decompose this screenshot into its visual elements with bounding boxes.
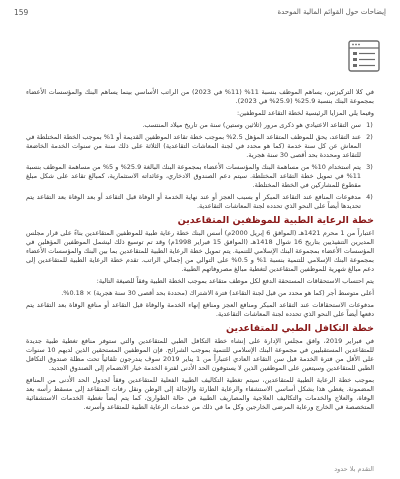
document-title: إيضاحات حول القوائم المالية الموحدة <box>277 8 386 16</box>
section-paragraph: يتم احتساب الاستحقاقات المستحقة الدفع لكل موظف متقاعد بموجب الخطة الطبية وفقاً للصيغة التالية: <box>96 277 374 285</box>
benefit-item <box>26 163 374 190</box>
benefit-number: 2) <box>366 133 373 141</box>
document-list-icon <box>348 40 380 72</box>
page-number: 159 <box>14 8 29 17</box>
page-header <box>14 8 386 20</box>
benefit-text: يتم استخدام 10% من مساهمة البنك والمؤسسات الأعضاء بمجموعة البنك البالغة 25.9% و 5% من مساهمة الموظف بنسبة 11% في تمويل خطة التقاعد المختلطة. سيتم دعم الصندوق الادخاري، وعائداته الاستثمارية، كمبالغ تقاعد على شكل مبلغ مقطوع للمشاركين في الخطة المختلطة. <box>26 163 361 189</box>
benefit-item <box>26 121 374 130</box>
benefit-text: سن التقاعد الاعتيادي هو ذكرى مرور (ثلاثين وستين) سنة من تاريخ ميلاد المنتسب. <box>142 121 361 129</box>
intro-paragraph: في كلا التركيزتين، يساهم الموظف بنسبة 11% (11% في 2023) من الراتب الأساسي بينما يساهم البنك والمؤسسات الأعضاء بمجموعة البنك بنسبة 25.9% (25.9% في 2023). <box>26 88 374 105</box>
benefit-formula: أعلى متوسط أجر (كما هو محدد من قبل لجنة التقاعد) فترة الاشتراك (محددة بحد أقصى 30 سنة هجرية) × 0.18%. <box>61 289 374 297</box>
benefit-text: عند التقاعد، يحق للموظف المتقاعد المؤهل 2.5% بموجب خطة تقاعد الموظفين القديمة أو 1% بموجب الخطة المختلطة في المعاش عن كل سنة خدمة (كما هو محدد في لجنة المعاشات التقاعدية) الثلاثة على ذلك سنة من سنوات الخدمة الخاضعة للتقاعد ومحددة بحد أقصى 30 سنة هجرية. <box>26 133 361 159</box>
benefit-number: 1) <box>366 121 373 129</box>
section-paragraph: مدفوعات الاستحقاقات عند التقاعد المبكر ومنافع العجز ومنافع إنهاء الخدمة والوفاة قبل التقاعد أو منافع الوفاة بعد التقاعد يتم دفعها أيضاً على النحو الذي تحدده لجنة المعاشات التقاعدية. <box>26 301 374 318</box>
benefit-text: مدفوعات المنافع عند التقاعد المبكر أو بسبب العجز أو عند نهاية الخدمة أو الوفاة قبل التقاعد أو بعد الوفاة بعد التقاعد يتم تحديدها أيضاً على النحو الذي تحدده لجنة المعاشات التقاعدية. <box>26 193 361 210</box>
benefit-number: 4) <box>366 193 373 201</box>
benefit-item <box>26 193 374 211</box>
section-heading: خطة التكافل الطبي للمتقاعدين <box>225 323 374 334</box>
section-paragraph: بموجب خطة الرعاية الطبية للمتقاعدين، سيتم تغطية التكاليف الطبية الفعلية للمتقاعدين وفقاً لجدول الحد الأدنى من المنافع المضمونة. يغطي هذا بشكل أساسي الاستشفاء والرعاية الطارئة والإحالة إلى الوطن ونقل رفات المتقاعد إلى مسقط رأسه بعد الوفاة، والعلاج والخدمات والتكاليف العلاجية والمصاريف الطبية في حالة الطوارئ، كما يتم أيضاً تغطية الخدمات الاستشفائية المتخصصة في الخارج ورعاية المرضى الخارجين وكل ما في ذلك من خدمات الرعاية الطبية للمتقاعد وأسرته. <box>26 376 374 411</box>
page-content <box>26 88 374 415</box>
section-paragraph: في فبراير 2019، وافق مجلس الإدارة على إنشاء خطة التكافل الطبي للمتقاعدين والتي ستوفر منافع تغطية طبية جديدة للمتقاعدين المستقبليين في مجموعة البنك الإسلامي للتنمية بموجب الشرائح. فإن الموظفين المستحقين الذين لديهم 10 سنوات على الأقل من فترة الخدمة قبل سن التقاعد العادي اعتباراً من 1 يناير 2019 سوف يندرجون تلقائياً تحت مظلة صندوق التكافل الطبي للمتقاعدين وسيتعين على الموظفين الذين لا يستوفون الحد الأدنى لفترة الخدمة خيار الانضمام إلى الصندوق الجديد. <box>26 337 375 372</box>
benefit-number: 3) <box>366 163 373 171</box>
section-heading: خطة الرعاية الطبية للموظفين المتقاعدين <box>177 215 374 226</box>
benefit-item <box>26 133 374 160</box>
section-paragraph: اعتباراً من 1 محرم 1421هـ (الموافق 6 إبريل 2000م) أسس البنك خطة رعاية طبية للموظفين المتقاعدين بناءً على قرار مجلس المديرين التنفيذيين بتاريخ 16 شوال 1418هـ (الموافق 15 فبراير 1998م) وقد تم توسيع ذلك ليشمل الموظفين المؤهلين في المؤسسات الأعضاء بمجموعة البنك الإسلامي للتنمية. يتم تمويل خطة الرعاية الطبية للمتقاعدين بما بين البنك والمؤسسات الأعضاء بمجموعة البنك الإسلامي للتنمية بنسبة 1% و 0.5% على التوالي من إجمالي الراتب. تقدم خطة الرعاية الطبية للمتقاعدين إلى دعم مبالغ شهرية للموظفين المتقاعدين لتغطية مبالغ مصروفاتهم الطبية. <box>26 229 374 273</box>
page-footer: التقدم بلا حدود <box>334 465 374 473</box>
benefits-intro: وفيما يلي المزايا الرئيسية لخطة التقاعد للموظفين: <box>237 109 374 117</box>
